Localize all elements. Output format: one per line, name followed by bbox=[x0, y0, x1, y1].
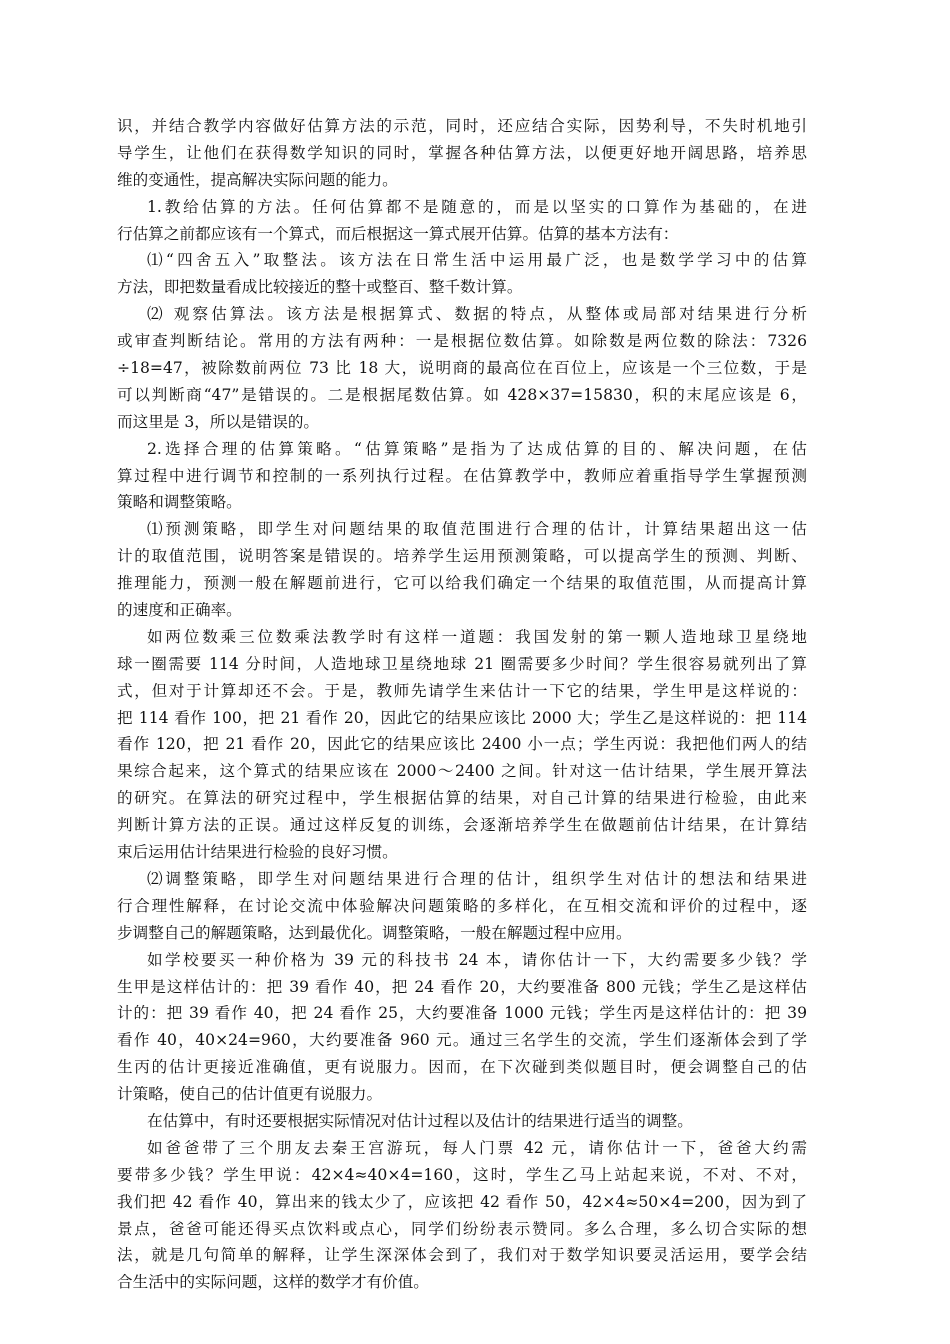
text-line: 法，就是几句简单的解释，让学生深深体会到了，我们对于数学知识要灵活运用，要学会结 bbox=[117, 1246, 807, 1265]
text-line: 计策略，使自己的估计值更有说服力。 bbox=[117, 1085, 383, 1104]
text-line: 1.教给估算的方法。任何估算都不是随意的，而是以坚实的口算作为基础的，在进 bbox=[147, 197, 807, 216]
text-line: 要带多少钱？学生甲说：42×4≈40×4=160，这时，学生乙马上站起来说，不对、不对， bbox=[117, 1165, 807, 1184]
body-text bbox=[117, 113, 807, 1296]
text-line: 算过程中进行调节和控制的一系列执行过程。在估算教学中，教师应着重指导学生掌握预测 bbox=[117, 466, 807, 485]
text-line: 而这里是 3，所以是错误的。 bbox=[117, 412, 320, 431]
text-line: 方法，即把数量看成比较接近的整十或整百、整千数计算。 bbox=[117, 278, 523, 297]
text-line: 维的变通性，提高解决实际问题的能力。 bbox=[117, 170, 398, 189]
text-line: 计的：把 39 看作 40，把 24 看作 25，大约要准备 1000 元钱；学生丙是这样估计的：把 39 bbox=[117, 1004, 807, 1023]
text-line: 生甲是这样估计的：把 39 看作 40，把 24 看作 20，大约要准备 800 元钱；学生乙是这样估 bbox=[117, 977, 807, 996]
text-line: 式，但对于计算却还不会。于是，教师先请学生来估计一下它的结果，学生甲是这样说的： bbox=[117, 681, 807, 700]
text-line: 生丙的估计更接近准确值，更有说服力。因而，在下次碰到类似题目时，便会调整自己的估 bbox=[117, 1058, 807, 1077]
text-line: ⑴“四舍五入”取整法。该方法在日常生活中运用最广泛，也是数学学习中的估算 bbox=[147, 251, 807, 270]
text-line: 的研究。在算法的研究过程中，学生根据估算的结果，对自己计算的结果进行检验，由此来 bbox=[117, 789, 807, 808]
text-line: 果综合起来，这个算式的结果应该在 2000～2400 之间。针对这一估计结果，学生展开算法 bbox=[117, 762, 807, 781]
text-line: 或审查判断结论。常用的方法有两种：一是根据位数估算。如除数是两位数的除法：7326 bbox=[117, 332, 807, 351]
text-line: 推理能力，预测一般在解题前进行，它可以给我们确定一个结果的取值范围，从而提高计算 bbox=[117, 574, 807, 593]
text-line: 合生活中的实际问题，这样的数学才有价值。 bbox=[117, 1273, 429, 1292]
text-line: 束后运用估计结果进行检验的良好习惯。 bbox=[117, 843, 398, 862]
text-line: 行估算之前都应该有一个算式，而后根据这一算式展开估算。估算的基本方法有： bbox=[117, 224, 679, 243]
text-line: 如爸爸带了三个朋友去秦王宫游玩，每人门票 42 元，请你估计一下，爸爸大约需 bbox=[147, 1138, 807, 1157]
text-line: 如两位数乘三位数乘法教学时有这样一道题：我国发射的第一颗人造地球卫星绕地 bbox=[147, 627, 807, 646]
text-line: 可以判断商“47”是错误的。二是根据尾数估算。如 428×37=15830，积的末尾应该是 6， bbox=[117, 385, 807, 404]
text-line: ÷18=47，被除数前两位 73 比 18 大，说明商的最高位在百位上，应该是一个三位数，于是 bbox=[117, 359, 807, 378]
text-line: 计的取值范围，说明答案是错误的。培养学生运用预测策略，可以提高学生的预测、判断、 bbox=[117, 547, 807, 566]
text-line: 如学校要买一种价格为 39 元的科技书 24 本，请你估计一下，大约需要多少钱？学 bbox=[147, 950, 807, 969]
text-line: 看作 120，把 21 看作 20，因此它的结果应该比 2400 小一点；学生丙说：我把他们两人的结 bbox=[117, 735, 807, 754]
text-line: ⑵ 观察估算法。该方法是根据算式、数据的特点，从整体或局部对结果进行分析 bbox=[147, 305, 807, 324]
text-line: 2.选择合理的估算策略。“估算策略”是指为了达成估算的目的、解决问题，在估 bbox=[147, 439, 807, 458]
text-line: 导学生，让他们在获得数学知识的同时，掌握各种估算方法，以便更好地开阔思路，培养思 bbox=[117, 143, 807, 162]
text-line: ⑵调整策略，即学生对问题结果进行合理的估计，组织学生对估计的想法和结果进 bbox=[147, 869, 807, 888]
text-line: 景点，爸爸可能还得买点饮料或点心，同学们纷纷表示赞同。多么合理，多么切合实际的想 bbox=[117, 1219, 807, 1238]
text-line: 的速度和正确率。 bbox=[117, 601, 242, 620]
text-line: 判断计算方法的正误。通过这样反复的训练，会逐渐培养学生在做题前估计结果，在计算结 bbox=[117, 816, 807, 835]
text-line: 看作 40，40×24=960，大约要准备 960 元。通过三名学生的交流，学生们逐渐体会到了学 bbox=[117, 1031, 807, 1050]
text-line: 步调整自己的解题策略，达到最优化。调整策略，一般在解题过程中应用。 bbox=[117, 923, 632, 942]
text-line: 策略和调整策略。 bbox=[117, 493, 242, 512]
text-line: 球一圈需要 114 分时间，人造地球卫星绕地球 21 圈需要多少时间？学生很容易就列出了算 bbox=[117, 654, 807, 673]
text-line: ⑴预测策略，即学生对问题结果的取值范围进行合理的估计，计算结果超出这一估 bbox=[147, 520, 807, 539]
text-line: 把 114 看作 100，把 21 看作 20，因此它的结果应该比 2000 大；学生乙是这样说的：把 114 bbox=[117, 708, 807, 727]
text-line: 我们把 42 看作 40，算出来的钱太少了，应该把 42 看作 50，42×4≈50×4=200，因为到了 bbox=[117, 1192, 807, 1211]
text-line: 识，并结合教学内容做好估算方法的示范，同时，还应结合实际，因势利导，不失时机地引 bbox=[117, 117, 807, 135]
text-line: 在估算中，有时还要根据实际情况对估计过程以及估计的结果进行适当的调整。 bbox=[147, 1111, 693, 1130]
text-line: 行合理性解释，在讨论交流中体验解决问题策略的多样化，在互相交流和评价的过程中，逐 bbox=[117, 896, 807, 915]
